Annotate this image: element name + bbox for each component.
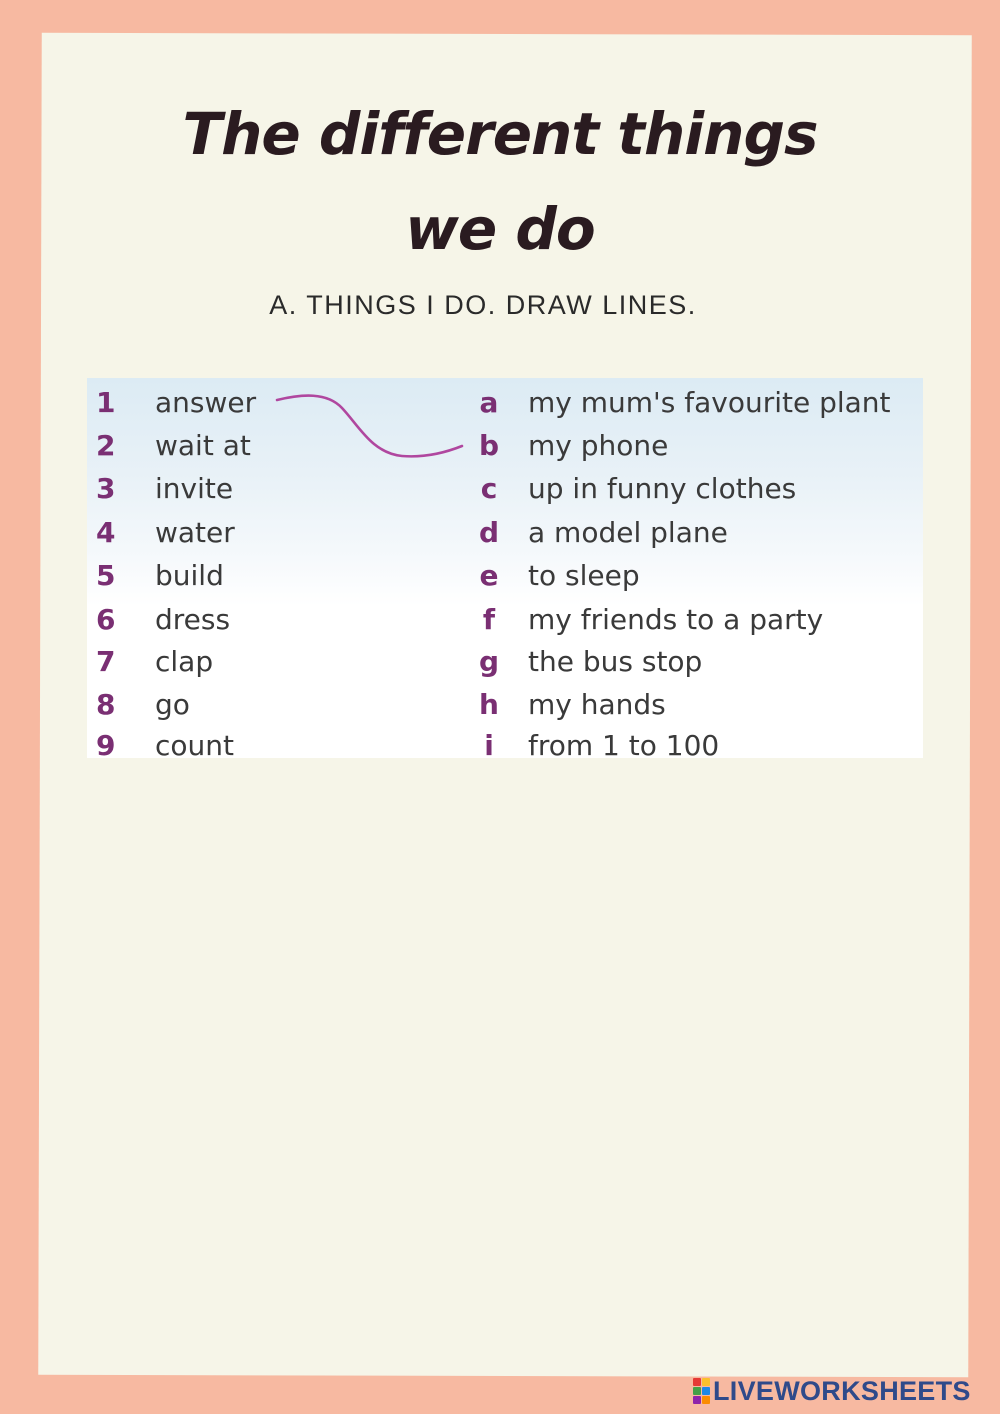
- item-letter: i: [484, 729, 494, 758]
- item-number: 9: [96, 729, 116, 758]
- item-phrase: the bus stop: [528, 645, 703, 678]
- item-verb: build: [155, 559, 224, 592]
- item-phrase: my phone: [528, 429, 669, 462]
- item-letter: a: [479, 386, 499, 419]
- item-number: 5: [96, 559, 116, 592]
- item-number: 6: [96, 603, 116, 636]
- item-phrase: my mum's favourite plant: [528, 386, 891, 419]
- item-letter: g: [478, 645, 500, 678]
- worksheet-title-line-2: we do: [405, 195, 595, 263]
- item-phrase: up in funny clothes: [528, 472, 797, 505]
- item-verb: answer: [155, 386, 257, 419]
- item-number: 1: [96, 386, 116, 419]
- item-phrase: to sleep: [528, 559, 640, 592]
- item-phrase: from 1 to 100: [528, 729, 720, 758]
- item-letter: h: [479, 688, 499, 721]
- item-number: 4: [96, 516, 116, 549]
- item-verb: water: [155, 516, 235, 549]
- match-line-1-to-b: [277, 396, 462, 457]
- item-verb: clap: [155, 645, 214, 678]
- item-verb: dress: [155, 603, 231, 636]
- item-phrase: my friends to a party: [528, 603, 824, 636]
- item-verb: count: [155, 729, 234, 758]
- matching-exercise-image: [87, 378, 923, 758]
- item-number: 2: [96, 429, 116, 462]
- exercise-instruction: A. THINGS I DO. DRAW LINES.: [269, 290, 697, 320]
- liveworksheets-logo-icon: [693, 1378, 709, 1404]
- item-letter: b: [478, 429, 500, 462]
- item-verb: invite: [155, 472, 234, 505]
- logo-text: LIVEWORKSHEETS: [713, 1375, 971, 1406]
- worksheet-title-line-1: The different things: [182, 100, 818, 168]
- item-number: 8: [96, 688, 116, 721]
- item-verb: wait at: [155, 429, 251, 462]
- example-match-line: [87, 378, 923, 758]
- item-phrase: a model plane: [528, 516, 728, 549]
- item-phrase: my hands: [528, 688, 666, 721]
- liveworksheets-logo: [693, 1376, 971, 1406]
- item-number: 3: [96, 472, 116, 505]
- item-letter: f: [482, 603, 496, 636]
- item-letter: e: [479, 559, 499, 592]
- item-letter: d: [478, 516, 500, 549]
- item-letter: c: [480, 472, 498, 505]
- item-verb: go: [155, 688, 190, 721]
- item-number: 7: [96, 645, 116, 678]
